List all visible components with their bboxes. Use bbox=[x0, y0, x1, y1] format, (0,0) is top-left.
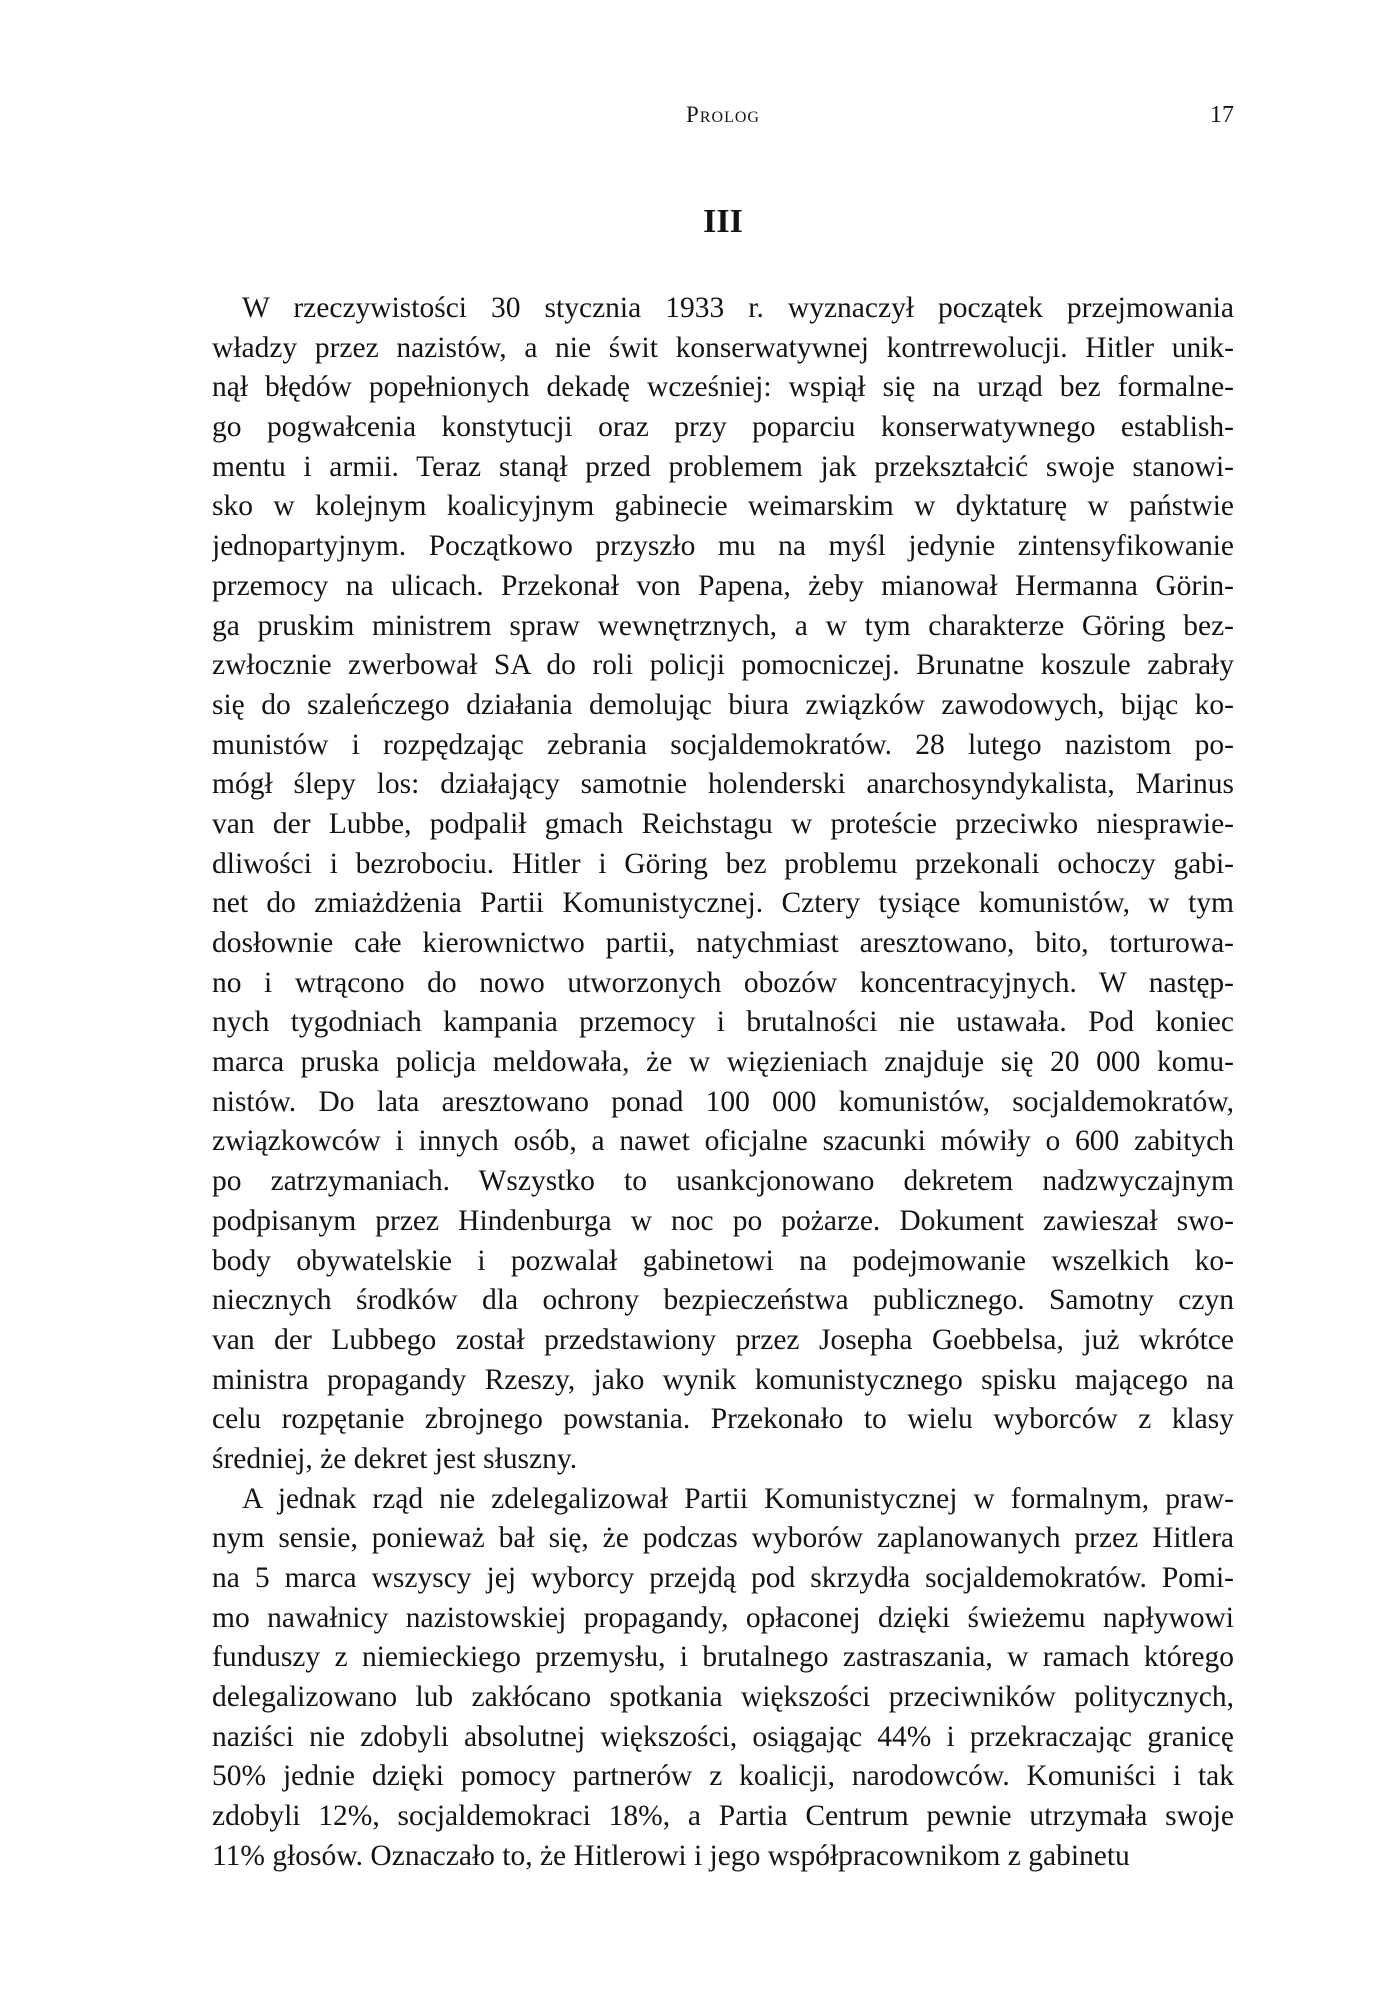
paragraph bbox=[212, 289, 1234, 1480]
page-header bbox=[212, 102, 1234, 142]
text-line: W rzeczywistości 30 stycznia 1933 r. wyznaczył początek przejmowania bbox=[242, 292, 1234, 324]
text-line: niecznych środków dla ochrony bezpieczeństwa publicznego. Samotny czyn bbox=[212, 1284, 1234, 1317]
text-line: na 5 marca wszyscy jej wyborcy przejdą pod skrzydła socjaldemokratów. Pomi- bbox=[212, 1562, 1234, 1594]
text-line: 50% jednie dzięki pomocy partnerów z koalicji, narodowców. Komuniści i tak bbox=[212, 1760, 1234, 1793]
text-line: dliwości i bezrobociu. Hitler i Göring bez problemu przekonali ochoczy gabi- bbox=[212, 847, 1234, 880]
text-line: funduszy z niemieckiego przemysłu, i brutalnego zastraszania, w ramach którego bbox=[212, 1641, 1234, 1674]
text-line: przemocy na ulicach. Przekonał von Papena, żeby mianował Hermanna Görin- bbox=[212, 569, 1234, 602]
text-line: związkowców i innych osób, a nawet oficjalne szacunki mówiły o 600 zabitych bbox=[212, 1125, 1234, 1158]
text-line: podpisanym przez Hindenburga w noc po pożarze. Dokument zawieszał swo- bbox=[212, 1204, 1234, 1237]
text-line: zdobyli 12%, socjaldemokraci 18%, a Partia Centrum pewnie utrzymała swoje bbox=[212, 1800, 1234, 1833]
text-line: dosłownie całe kierownictwo partii, natychmiast aresztowano, bito, torturowa- bbox=[212, 927, 1234, 959]
text-line: nych tygodniach kampania przemocy i brutalności nie ustawała. Pod koniec bbox=[212, 1006, 1234, 1039]
text-line: nym sensie, ponieważ bał się, że podczas wyborów zaplanowanych przez Hitlera bbox=[212, 1522, 1234, 1555]
text-line: net do zmiażdżenia Partii Komunistycznej. Cztery tysiące komunistów, w tym bbox=[212, 887, 1234, 920]
text-line: mógł ślepy los: działający samotnie holenderski anarchosyndykalista, Marinus bbox=[212, 768, 1234, 801]
text-line: delegalizowano lub zakłócano spotkania większości przeciwników politycznych, bbox=[212, 1681, 1234, 1714]
text-line: po zatrzymaniach. Wszystko to usankcjonowano dekretem nadzwyczajnym bbox=[212, 1165, 1234, 1198]
paragraph bbox=[212, 1480, 1234, 1877]
text-line: 11% głosów. Oznaczało to, że Hitlerowi i jego współpracownikom z gabinetu bbox=[212, 1839, 1130, 1872]
section-heading: III bbox=[703, 203, 743, 240]
text-line: body obywatelskie i pozwalał gabinetowi na podejmowanie wszelkich ko- bbox=[212, 1244, 1234, 1277]
text-line: go pogwałcenia konstytucji oraz przy poparciu konserwatywnego establish- bbox=[212, 411, 1234, 444]
text-line: celu rozpętanie zbrojnego powstania. Przekonało to wielu wyborców z klasy bbox=[212, 1403, 1234, 1436]
text-line: mentu i armii. Teraz stanął przed problemem jak przekształcić swoje stanowi- bbox=[212, 450, 1234, 483]
text-line: A jednak rząd nie zdelegalizował Partii Komunistycznej w formalnym, praw- bbox=[242, 1482, 1234, 1515]
text-line: munistów i rozpędzając zebrania socjaldemokratów. 28 lutego nazistom po- bbox=[212, 728, 1234, 761]
text-line: marca pruska policja meldowała, że w więzieniach znajduje się 20 000 komu- bbox=[212, 1046, 1234, 1079]
text-line: no i wtrącono do nowo utworzonych obozów koncentracyjnych. W następ- bbox=[212, 966, 1234, 999]
text-line: sko w kolejnym koalicyjnym gabinecie weimarskim w dyktaturę w państwie bbox=[212, 490, 1234, 523]
page-number: 17 bbox=[1210, 102, 1234, 128]
text-line: zwłocznie zwerbował SA do roli policji pomocniczej. Brunatne koszule zabrały bbox=[212, 649, 1234, 682]
text-line: nął błędów popełnionych dekadę wcześniej: wspiął się na urząd bez formalne- bbox=[212, 371, 1234, 404]
body-text bbox=[212, 289, 1234, 1877]
text-line: van der Lubbego został przedstawiony przez Josepha Goebbelsa, już wkrótce bbox=[212, 1323, 1234, 1356]
text-line: van der Lubbe, podpalił gmach Reichstagu w proteście przeciwko niesprawie- bbox=[212, 807, 1234, 840]
text-line: jednopartyjnym. Początkowo przyszło mu na myśl jedynie zintensyfikowanie bbox=[212, 530, 1234, 563]
text-line: się do szaleńczego działania demolując biura związków zawodowych, bijąc ko- bbox=[212, 688, 1234, 721]
text-line: naziści nie zdobyli absolutnej większości, osiągając 44% i przekraczając granicę bbox=[212, 1720, 1234, 1753]
text-line: ministra propagandy Rzeszy, jako wynik komunistycznego spisku mającego na bbox=[212, 1363, 1234, 1396]
text-line: nistów. Do lata aresztowano ponad 100 000 komunistów, socjaldemokratów, bbox=[212, 1085, 1234, 1118]
running-head: Prolog bbox=[686, 102, 760, 127]
text-line: ga pruskim ministrem spraw wewnętrznych, a w tym charakterze Göring bez- bbox=[212, 609, 1234, 642]
text-line: mo nawałnicy nazistowskiej propagandy, opłaconej dzięki świeżemu napływowi bbox=[212, 1601, 1234, 1634]
text-line: średniej, że dekret jest słuszny. bbox=[212, 1442, 578, 1475]
text-line: władzy przez nazistów, a nie świt konserwatywnej kontrrewolucji. Hitler unik- bbox=[212, 331, 1234, 364]
